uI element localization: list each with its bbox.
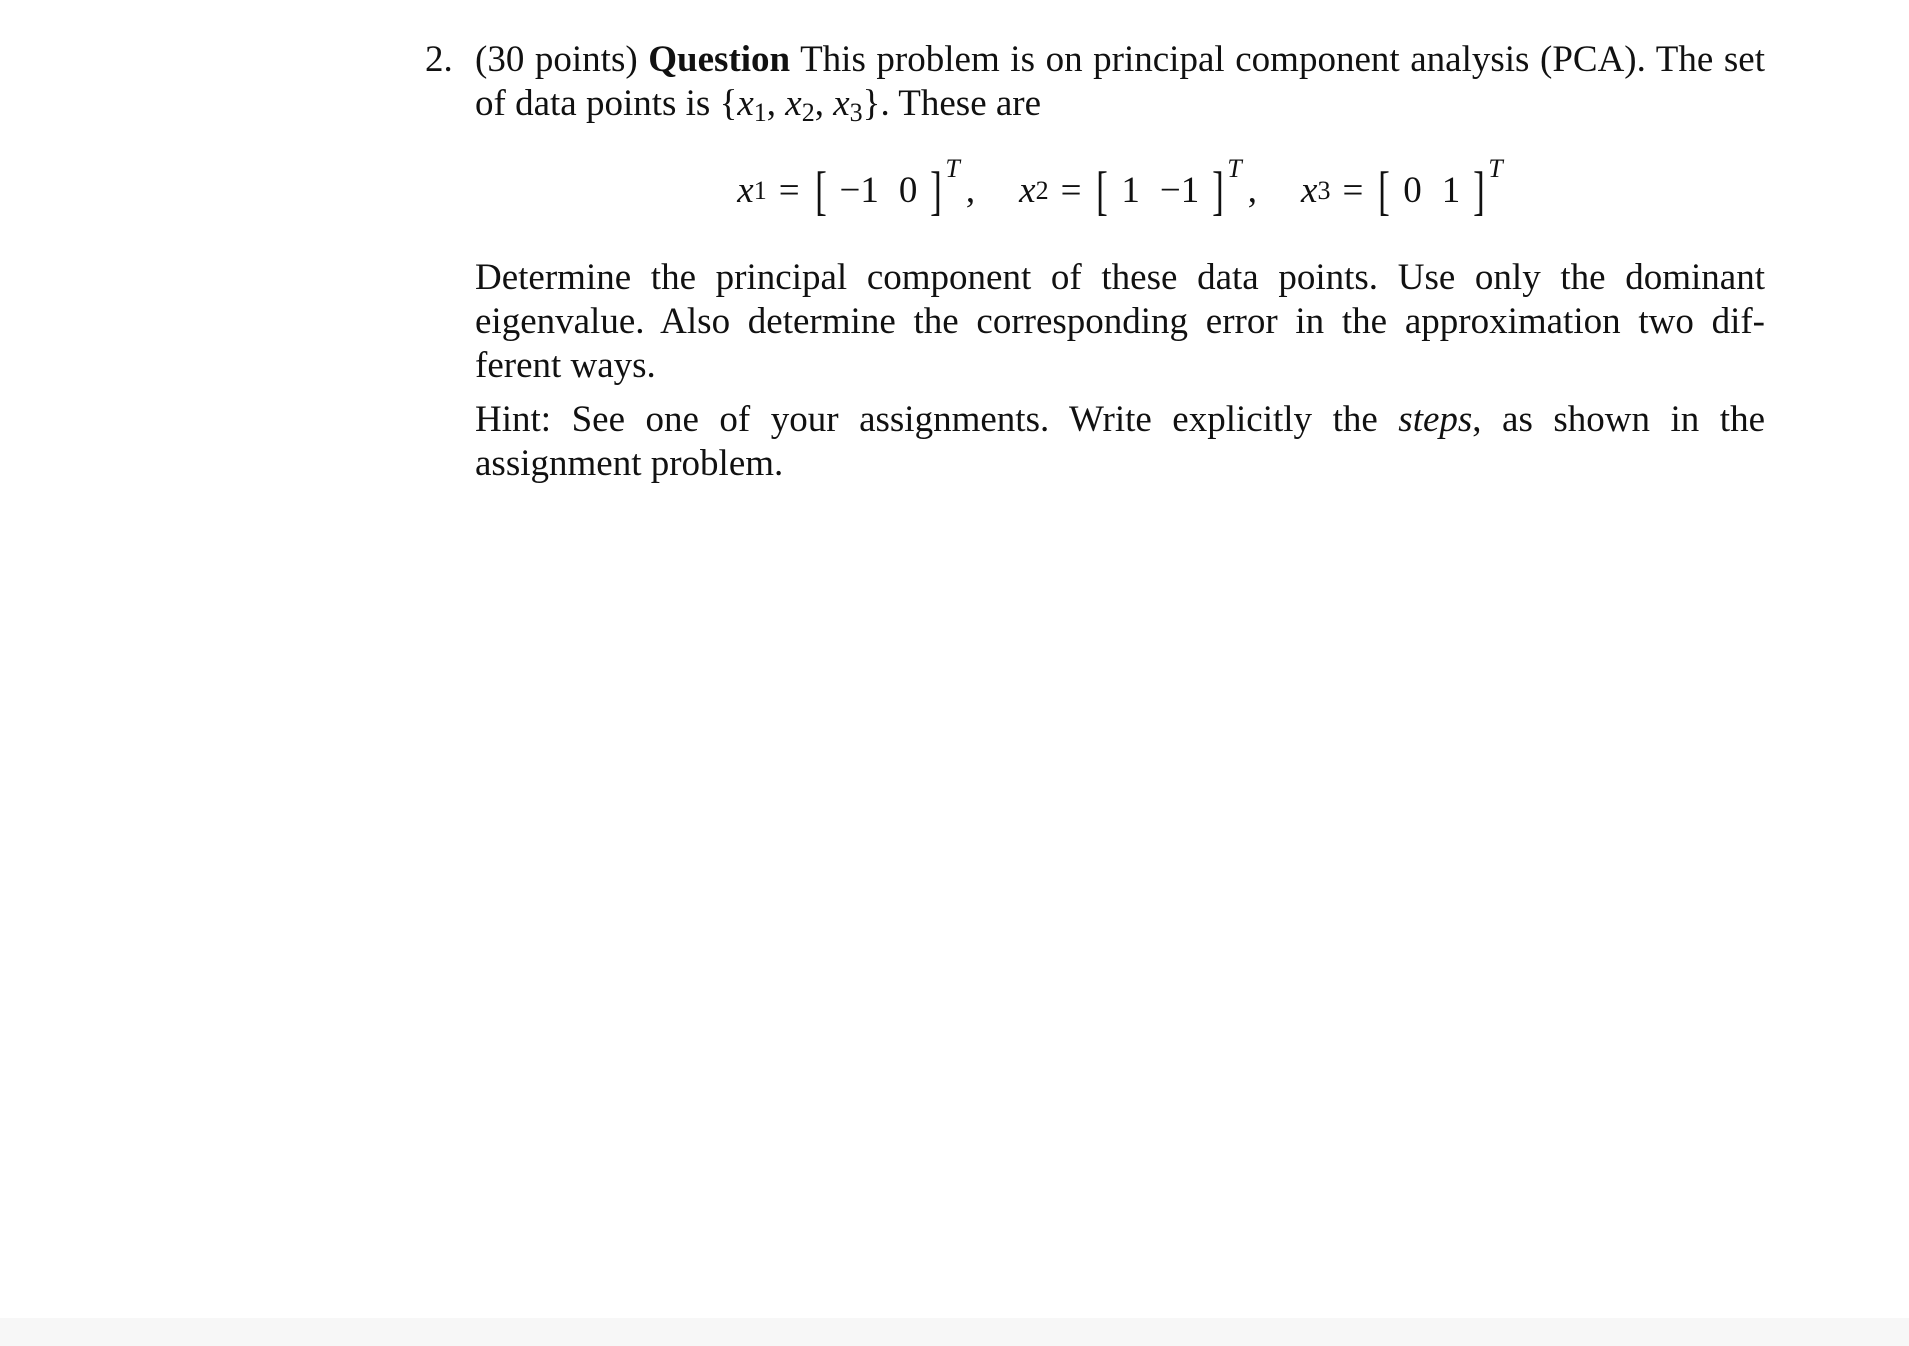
points-label: (30 points) — [475, 39, 638, 80]
vector-entry: 0 — [898, 170, 918, 211]
data-vectors-equation — [475, 156, 1765, 226]
vector-entry: 1 — [1121, 170, 1140, 211]
vector-x3: x 3 = [ 0 1 ] T — [1301, 154, 1503, 221]
question-heading: Question — [648, 39, 791, 80]
problem-body — [475, 38, 1765, 486]
vector-entry: 1 — [1441, 170, 1461, 211]
vector-x2: x 2 = [ 1 −1 ] T , — [1019, 154, 1257, 221]
hint-after: , as shown in the assignment problem. — [475, 399, 1766, 484]
vector-x1: x 1 = [ −1 0 ] T , — [737, 154, 976, 221]
problem-number: 2. — [425, 39, 453, 80]
intro-end: . These are — [880, 83, 1042, 124]
vector-entry: −1 — [839, 170, 879, 211]
intro-text: This problem is on principal component analysis (PCA). The set of data points is — [475, 39, 1765, 124]
vector-entry: 0 — [1403, 170, 1422, 211]
hint-emphasis: steps — [1398, 399, 1473, 440]
problem-2 — [425, 38, 1765, 486]
problem-intro — [475, 38, 1765, 126]
page-bottom-edge — [0, 1318, 1909, 1346]
vector-entry: −1 — [1159, 170, 1200, 211]
hint-text — [475, 398, 1765, 486]
data-set: {$x_1$, $x_2$, $x_3$} — [719, 83, 881, 127]
task-text: Determine the principal component of these data points. Use only the dominant eigenvalue. Also determine the corresponding error in the approximation two dif-ferent ways. — [475, 257, 1765, 386]
hint-before: Hint: See one of your assignments. Write explicitly the — [475, 399, 1378, 440]
